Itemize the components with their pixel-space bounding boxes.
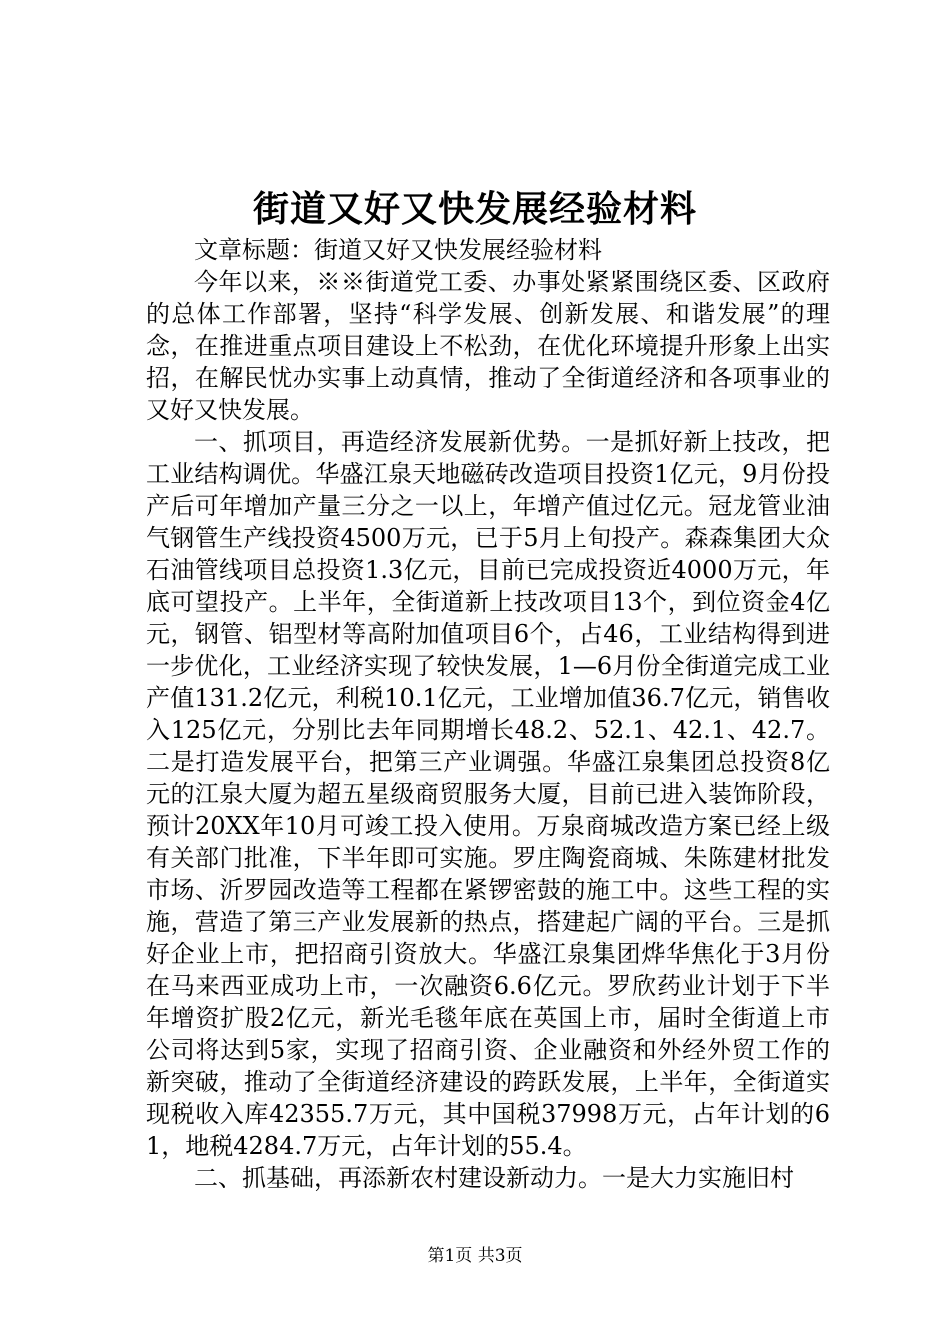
paragraph-section-two: 二、抓基础，再添新农村建设新动力。一是大力实施旧村: [194, 1164, 794, 1192]
document-body: [146, 234, 830, 1194]
page-footer: 第1页 共3页: [427, 1246, 523, 1266]
paragraph-intro: 今年以来，※※街道党工委、办事处紧紧围绕区委、区政府的总体工作部署，坚持“科学发展、创新发展、和谐发展”的理念，在推进重点项目建设上不松劲，在优化环境提升形象上出实招，在解民忧办实事上动真情，推动了全街道经济和各项事业的又好又快发展。: [146, 268, 830, 424]
paragraph-article-title: 文章标题：街道又好又快发展经验材料: [194, 236, 602, 264]
document-title: 街道又好又快发展经验材料: [252, 188, 697, 230]
paragraph-section-one: 一、抓项目，再造经济发展新优势。一是抓好新上技改，把工业结构调优。华盛江泉天地磁砖改造项目投资1亿元，9月份投产后可年增加产量三分之一以上，年增产值过亿元。冠龙管业油气钢管生产线投资4500万元，已于5月上旬投产。森森集团大众石油管线项目总投资1.3亿元，目前已完成投资近4000万元，年底可望投产。上半年，全街道新上技改项目13个，到位资金4亿元，钢管、铝型材等高附加值项目6个，占46，工业结构得到进一步优化，工业经济实现了较快发展，1—6月份全街道完成工业产值131.2亿元，利税10.1亿元，工业增加值36.7亿元，销售收入125亿元，分别比去年同期增长48.2、52.1、42.1、42.7。二是打造发展平台，把第三产业调强。华盛江泉集团总投资8亿元的江泉大厦为超五星级商贸服务大厦，目前已进入装饰阶段，预计20XX年10月可竣工投入使用。万泉商城改造方案已经上级有关部门批准，下半年即可实施。罗庄陶瓷商城、朱陈建材批发市场、沂罗园改造等工程都在紧锣密鼓的施工中。这些工程的实施，营造了第三产业发展新的热点，搭建起广阔的平台。三是抓好企业上市，把招商引资放大。华盛江泉集团烨华焦化于3月份在马来西亚成功上市，一次融资6.6亿元。罗欣药业计划于下半年增资扩股2亿元，新光毛毯年底在英国上市，届时全街道上市公司将达到5家，实现了招商引资、企业融资和外经外贸工作的新突破，推动了全街道经济建设的跨跃发展，上半年，全街道实现税收入库42355.7万元，其中国税37998万元，占年计划的61，地税4284.7万元，占年计划的55.4。: [146, 428, 830, 1160]
